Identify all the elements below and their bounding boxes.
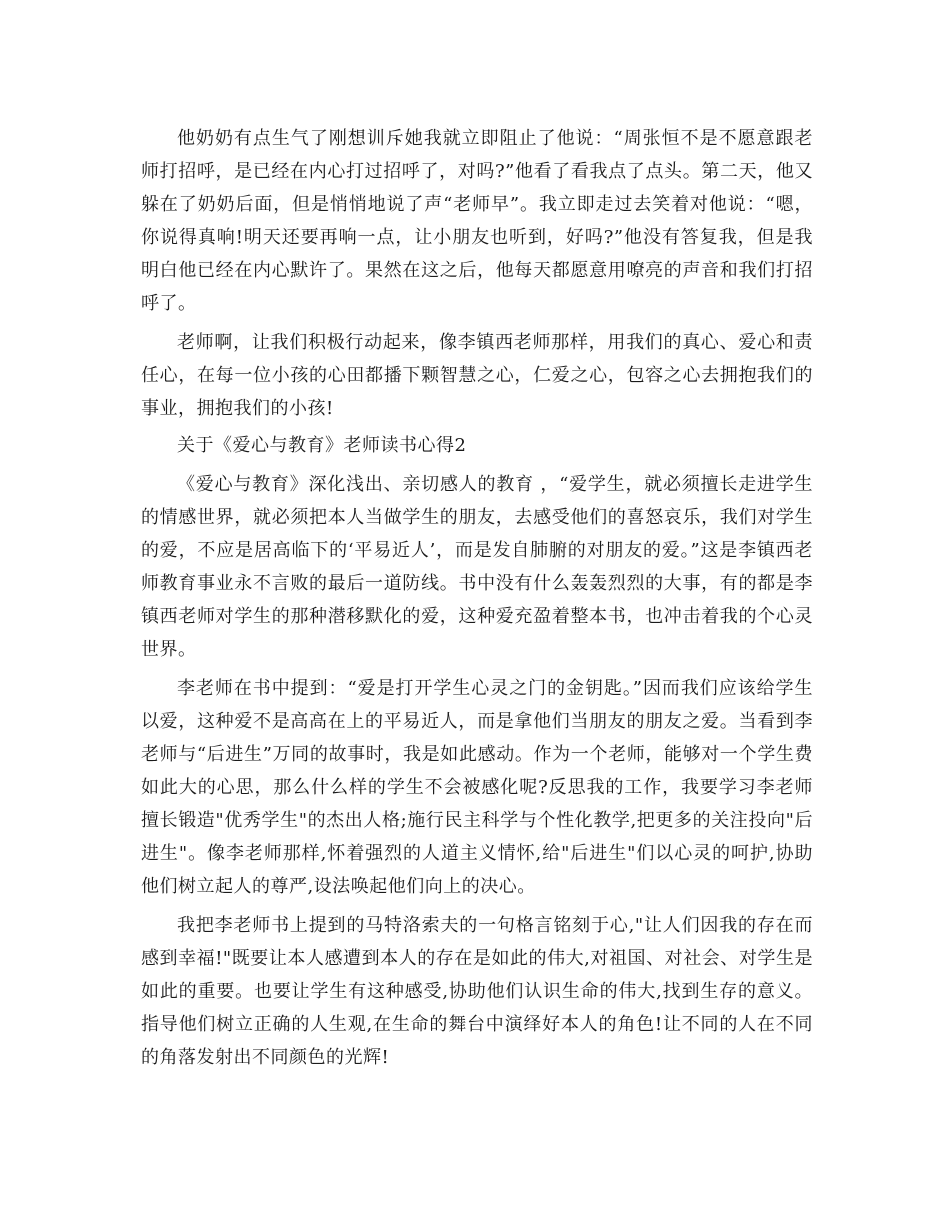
document-body xyxy=(141,122,813,1074)
paragraph-5: 我把李老师书上提到的马特洛索夫的一句格言铭刻于心,"让人们因我的存在而感到幸福!"既要让本人感遭到本人的存在是如此的伟大,对祖国、对社会、对学生是如此的重要。也要让学生有这种感受,协助他们认识生命的伟大,找到生存的意义。指导他们树立正确的人生观,在生命的舞台中演绎好本人的角色!让不同的人在不同的角落发射出不同颜色的光辉! xyxy=(141,915,813,1068)
paragraph-2: 老师啊，让我们积极行动起来，像李镇西老师那样，用我们的真心、爱心和责任心，在每一位小孩的心田都播下颗智慧之心，仁爱之心，包容之心去拥抱我们的事业，拥抱我们的小孩! xyxy=(141,332,813,419)
paragraph-4: 李老师在书中提到：“爱是打开学生心灵之门的金钥匙。”因而我们应该给学生以爱，这种爱不是高高在上的平易近人，而是拿他们当朋友的朋友之爱。当看到李老师与“后进生”万同的故事时，我是如此感动。作为一个老师，能够对一个学生费如此大的心思，那么什么样的学生不会被感化呢?反思我的工作，我要学习李老师擅长锻造"优秀学生"的杰出人格;施行民主科学与个性化教学,把更多的关注投向"后进生"。像李老师那样,怀着强烈的人道主义情怀,给"后进生"们以心灵的呵护,协助他们树立起人的尊严,设法唤起他们向上的决心。 xyxy=(141,678,813,897)
paragraph-1: 他奶奶有点生气了刚想训斥她我就立即阻止了他说：“周张恒不是不愿意跟老师打招呼，是已经在内心打过招呼了，对吗?”他看了看我点了点头。第二天，他又躲在了奶奶后面，但是悄悄地说了声“老师早”。我立即走过去笑着对他说：“嗯，你说得真响!明天还要再响一点，让小朋友也听到，好吗?”他没有答复我，但是我明白他已经在内心默许了。果然在这之后，他每天都愿意用嘹亮的声音和我们打招呼了。 xyxy=(141,128,813,314)
paragraph-3: 《爱心与教育》深化浅出、亲切感人的教育 ，“爱学生，就必须擅长走进学生的情感世界，就必须把本人当做学生的朋友，去感受他们的喜怒哀乐，我们对学生的爱，不应是居高临下的‘平易近人’，而是发自肺腑的对朋友的爱。”这是李镇西老师教育事业永不言败的最后一道防线。书中没有什么轰轰烈烈的大事，有的都是李镇西老师对学生的那种潜移默化的爱，这种爱充盈着整本书，也冲击着我的个心灵世界。 xyxy=(141,474,813,660)
section-heading: 关于《爱心与教育》老师读书心得2 xyxy=(177,435,467,456)
